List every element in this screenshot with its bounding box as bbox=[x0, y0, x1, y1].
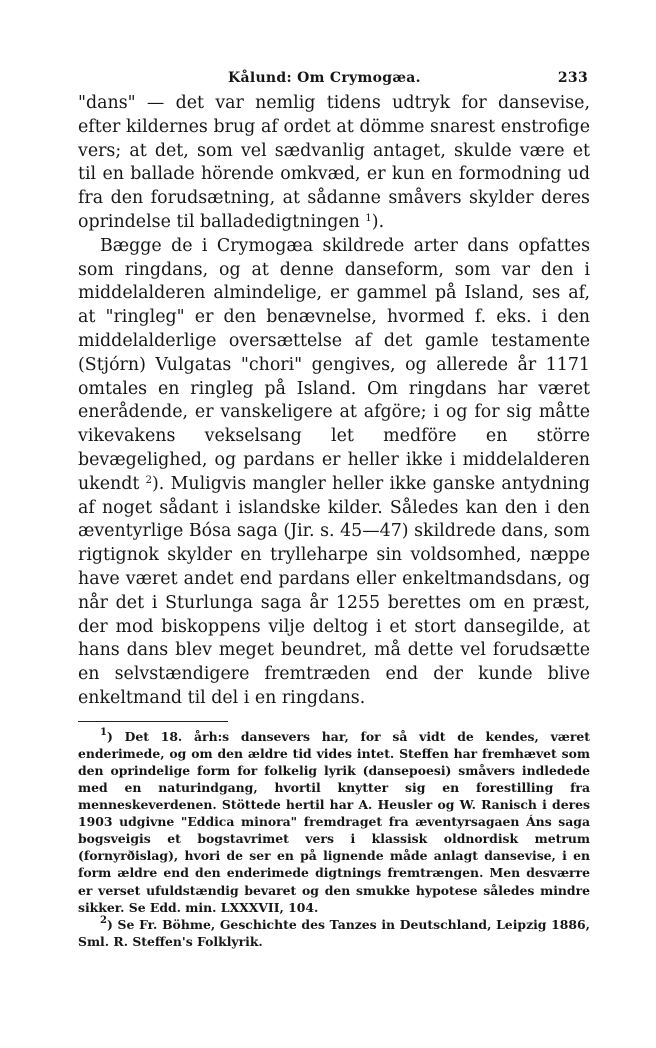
paragraph-text: ). bbox=[371, 211, 385, 232]
main-text bbox=[78, 92, 590, 711]
paragraph bbox=[78, 235, 590, 711]
footnote bbox=[78, 916, 590, 950]
paragraph-text: "dans" — det var nemlig tidens udtryk for dansevise, efter kildernes brug af ordet at dömme snarest enstrofige vers; at det, som vel sædvanlig antaget, skulde være et til en ballade hörende omkvæd, er kun en formodning ud fra den forudsætning, at sådanne småvers skylder deres oprindelse til balladedigtningen bbox=[78, 93, 590, 232]
running-head bbox=[78, 66, 590, 92]
footnote-text: ) Det 18. årh:s dansevers har, for så vidt de kendes, været enderimede, og om den ældre tid vides intet. Steffen har fremhævet som den oprindelige form for folkelig lyrik (dansepoesi) småvers indledede med en naturindgang, hvortil knytter sig en forestilling fra menneskeverdenen. Stöttede hertil har A. Heusler og W. Ranisch i deres 1903 udgivne "Eddica minora" fremdraget fra æventyrsagaen Áns saga bogsveigis et bogstavrimet vers i klassisk oldnordisk metrum (fornyrðislag), hvori de ser en på lignende måde anlagt dansevise, i en form ældre end den enderimede digtnings fremtrængen. Men desværre er verset ufuldstændig bevaret og den smukke hypotese således mindre sikker. Se Edd. min. LXXXVII, 104. bbox=[78, 728, 590, 915]
footnote-divider bbox=[78, 721, 228, 722]
paragraph-text: ). Muligvis mangler heller ikke ganske antydning af noget sådant i islandske kilder. Således kan den i den æventyrlige Bósa saga (Jir. s. 45—47) skildrede dans, som rigtignok skylder en trylleharpe sin voldsomhed, næppe have været andet end pardans eller enkeltmandsdans, og når det i Sturlunga saga år 1255 berettes om en præst, der mod biskoppens vilje deltog i et stort dansegilde, at hans dans blev meget beundret, må dette vel forudsætte en selvstændigere fremtræden end der kunde blive enkeltmand til del i en ringdans. bbox=[78, 473, 590, 708]
paragraph-text: Bægge de i Crymogæa skildrede arter dans opfattes som ringdans, og at denne danseform, som var den i middelalderen almindelige, er gammel på Island, ses af, at "ringleg" er den benævnelse, hvormed f. eks. i den middelalderlige oversættelse af det gamle testamente (Stjórn) Vulgatas "chori" gengives, og allerede år 1171 omtales en ringleg på Island. Om ringdans har været enerådende, er vanskeligere at afgöre; i og for sig måtte vikevakens vekselsang let medföre en större bevægelighed, og pardans er heller ikke i middelalderen ukendt bbox=[78, 235, 590, 494]
footnotes bbox=[78, 728, 590, 950]
book-page bbox=[78, 66, 590, 950]
footnote-text: ) Se Fr. Böhme, Geschichte des Tanzes in Deutschland, Leipzig 1886, Sml. R. Steffen's Folklyrik. bbox=[78, 916, 590, 949]
footnote bbox=[78, 728, 590, 916]
paragraph bbox=[78, 92, 590, 235]
running-title: Kålund: Om Crymogæa. bbox=[228, 70, 421, 86]
footnote-marker: 1 bbox=[100, 726, 107, 738]
footnote-ref: 2 bbox=[145, 474, 152, 486]
page-number: 233 bbox=[557, 70, 588, 86]
footnote-ref: 1 bbox=[365, 212, 372, 224]
footnote-marker: 2 bbox=[100, 914, 107, 926]
